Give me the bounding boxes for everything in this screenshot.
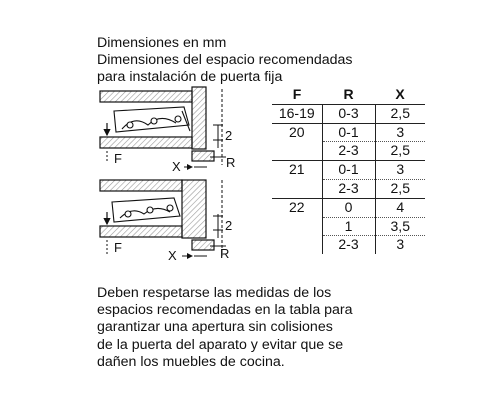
heading-line-2: Dimensiones del espacio recomendadas [97, 51, 353, 68]
cell-r: 1 [322, 217, 375, 236]
f-label: F [114, 240, 122, 255]
cabinet-top-panel [100, 91, 192, 102]
x-label: X [168, 248, 177, 263]
cell-f: 20 [272, 123, 322, 142]
note-line-2: espacios recomendadas en la tabla para [97, 302, 353, 319]
hinge-diagram-top [100, 87, 235, 174]
cell-f-empty [272, 142, 322, 161]
heading-line-3: para instalación de puerta fija [97, 68, 283, 85]
furniture-door [192, 240, 214, 250]
table-row [272, 236, 425, 254]
cell-x: 2,5 [375, 104, 425, 123]
table-row [272, 142, 425, 161]
f-label: F [114, 151, 122, 166]
hinge-mechanism [112, 198, 180, 222]
table-row [272, 104, 425, 123]
appliance-door [100, 226, 182, 237]
note-line-3: garantizar una apertura sin colisiones [97, 319, 333, 336]
cell-r: 2-3 [322, 142, 375, 161]
cell-f: 16-19 [272, 104, 322, 123]
cell-r: 0-3 [322, 104, 375, 123]
cell-f-empty [272, 217, 322, 236]
cell-f: 21 [272, 161, 322, 180]
header-f: F [292, 86, 302, 102]
cell-r: 0 [322, 198, 375, 217]
cell-x: 2,5 [375, 142, 425, 161]
heading [97, 35, 477, 85]
cell-x: 4 [375, 198, 425, 217]
heading-line-1: Dimensiones en mm [97, 35, 227, 51]
cell-f: 22 [272, 198, 322, 217]
cell-r: 0-1 [322, 123, 375, 142]
cell-r: 2-3 [322, 236, 375, 254]
cell-x: 3 [375, 161, 425, 180]
cell-r: 0-1 [322, 161, 375, 180]
appliance-door [100, 137, 192, 148]
note-line-4: de la puerta del aparato y evitar que se [97, 336, 344, 353]
table-row [272, 198, 425, 217]
cell-r: 2-3 [322, 179, 375, 198]
hinge-diagram-bottom [100, 180, 232, 263]
header-r: R [343, 86, 354, 102]
cell-x: 3 [375, 236, 425, 254]
gap-label: 2 [225, 218, 233, 233]
table-row [272, 161, 425, 180]
cabinet-top-panel [100, 180, 182, 191]
table-row [272, 179, 425, 198]
r-label: R [220, 246, 230, 261]
clearance-table [272, 86, 425, 254]
hinge-diagrams [92, 85, 267, 270]
cell-x: 2,5 [375, 179, 425, 198]
header-x: X [395, 86, 405, 102]
note-line-1: Deben respetarse las medidas de los [97, 285, 332, 301]
furniture-door [192, 151, 214, 161]
cell-x: 3 [375, 123, 425, 142]
r-label: R [226, 155, 236, 170]
table-row [272, 217, 425, 236]
note-line-5: dañen los muebles de cocina. [97, 353, 285, 370]
hinge-mechanism [114, 107, 190, 132]
cabinet-side-panel [192, 87, 206, 149]
gap-label: 2 [225, 128, 233, 143]
cell-f-empty [272, 236, 322, 254]
cell-f-empty [272, 179, 322, 198]
cabinet-side-panel [182, 180, 206, 238]
cell-x: 3,5 [375, 217, 425, 236]
table-row [272, 123, 425, 142]
table-header-row [272, 86, 425, 104]
x-label: X [172, 159, 181, 174]
installation-note [97, 285, 477, 371]
